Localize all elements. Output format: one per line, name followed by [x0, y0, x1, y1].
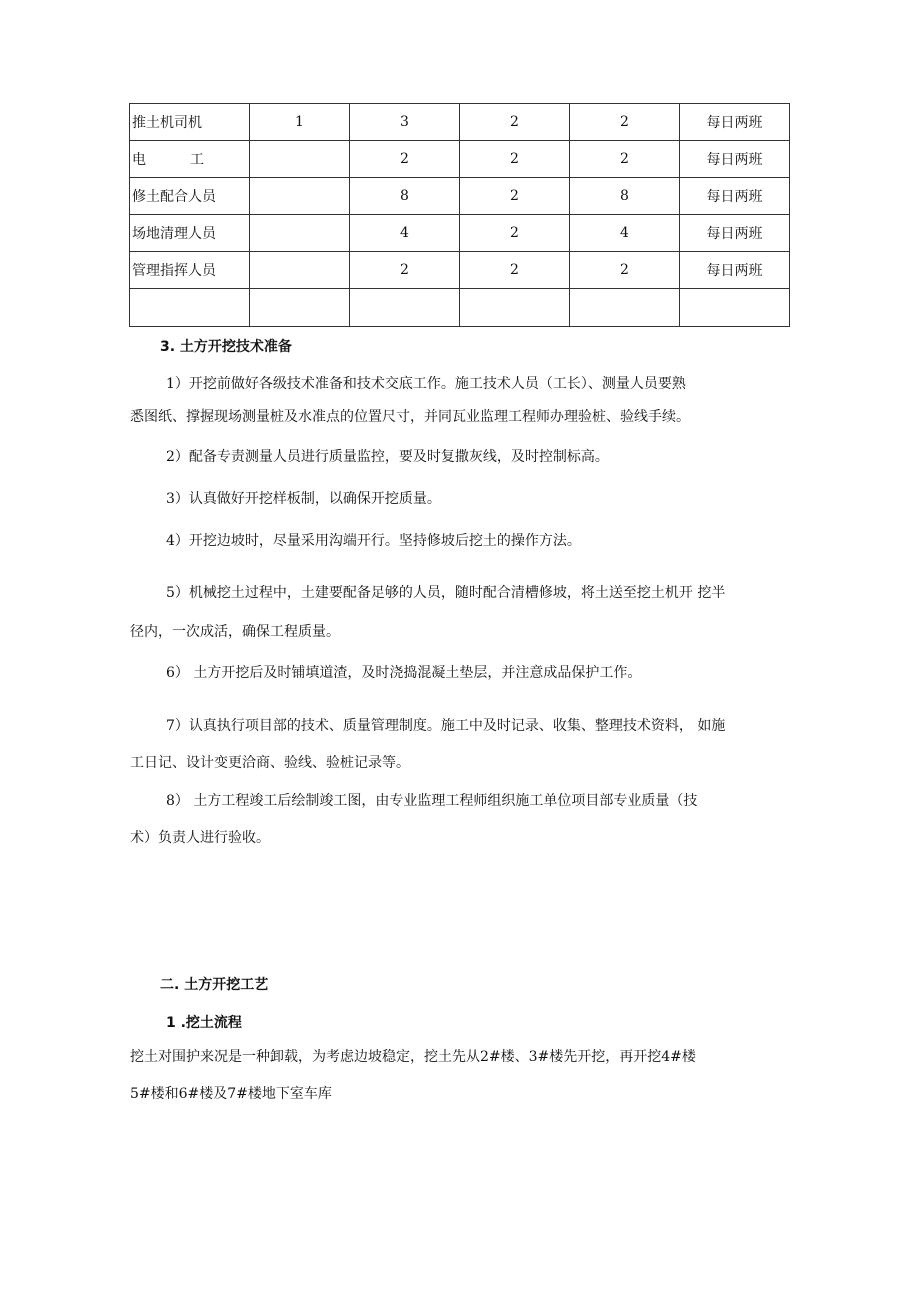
section-heading: 3. 土方开挖技术准备 — [160, 339, 292, 355]
table-cell — [250, 178, 350, 215]
table-cell — [130, 289, 250, 327]
table-cell: 4 — [350, 215, 460, 252]
paragraph-line: 术）负责人进行验收。 — [130, 830, 270, 846]
paragraph-line: 8） 土方工程竣工后绘制竣工图，由专业监理工程师组织施工单位项目部专业质量（技 — [166, 793, 698, 809]
table-cell: 2 — [570, 252, 680, 289]
table-cell: 修土配合人员 — [130, 178, 250, 215]
table-cell: 每日两班 — [680, 215, 790, 252]
table-row — [130, 104, 790, 141]
table-cell: 每日两班 — [680, 141, 790, 178]
table-cell: 2 — [460, 178, 570, 215]
table-cell: 3 — [350, 104, 460, 141]
paragraph-line: 4）开挖边坡时，尽量采用沟端开行。坚持修坡后挖土的操作方法。 — [166, 533, 581, 549]
table-cell: 1 — [250, 104, 350, 141]
table-cell: 2 — [460, 104, 570, 141]
table-cell: 场地清理人员 — [130, 215, 250, 252]
table-row-empty — [130, 289, 790, 327]
table-cell: 每日两班 — [680, 178, 790, 215]
paragraph-line: 5）机械挖土过程中，土建要配备足够的人员，随时配合清槽修坡，将土送至挖土机开 挖半 — [166, 585, 726, 601]
table-cell: 8 — [570, 178, 680, 215]
table-cell: 每日两班 — [680, 252, 790, 289]
table-row — [130, 252, 790, 289]
section-heading: 二. 土方开挖工艺 — [160, 977, 269, 993]
paragraph-line: 7）认真执行项目部的技术、质量管理制度。施工中及时记录、收集、整理技术资料， 如施 — [166, 718, 726, 734]
table-cell: 推土机司机 — [130, 104, 250, 141]
table-cell — [680, 289, 790, 327]
table-cell: 2 — [460, 252, 570, 289]
table-cell — [130, 141, 250, 178]
paragraph-line: 径内，一次成活，确保工程质量。 — [130, 624, 340, 640]
table-cell: 4 — [570, 215, 680, 252]
paragraph-line: 工日记、设计变更洽商、验线、验桩记录等。 — [130, 755, 410, 771]
role-part: 电 — [132, 152, 146, 168]
paragraph-line: 6） 土方开挖后及时铺填道渣，及时浇捣混凝土垫层，并注意成品保护工作。 — [166, 665, 642, 681]
table-cell: 管理指挥人员 — [130, 252, 250, 289]
table-cell — [250, 141, 350, 178]
paragraph-line: 3）认真做好开挖样板制，以确保开挖质量。 — [166, 491, 441, 507]
table-cell — [250, 252, 350, 289]
table-cell — [460, 289, 570, 327]
paragraph-line: 2）配备专责测量人员进行质量监控，要及时复撒灰线，及时控制标高。 — [166, 449, 609, 465]
table-row — [130, 215, 790, 252]
paragraph-line: 1）开挖前做好各级技术准备和技术交底工作。施工技术人员（工长）、测量人员要熟 — [166, 376, 686, 392]
table-cell: 2 — [460, 141, 570, 178]
table-cell: 2 — [350, 141, 460, 178]
table-cell — [250, 215, 350, 252]
table-cell — [250, 289, 350, 327]
subsection-heading: 1 .挖土流程 — [166, 1015, 242, 1031]
table-cell: 2 — [350, 252, 460, 289]
table-row — [130, 141, 790, 178]
table-cell: 2 — [570, 141, 680, 178]
table-row — [130, 178, 790, 215]
paragraph-line: 5#楼和6#楼及7#楼地下室车库 — [130, 1086, 332, 1102]
staffing-table — [129, 103, 790, 327]
paragraph-line: 悉图纸、撑握现场测量桩及水准点的位置尺寸，并同瓦业监理工程师办理验桩、验线手续。 — [130, 409, 690, 425]
table-cell — [350, 289, 460, 327]
table-cell: 2 — [460, 215, 570, 252]
table-cell: 8 — [350, 178, 460, 215]
table-cell — [570, 289, 680, 327]
table-cell: 每日两班 — [680, 104, 790, 141]
table-cell: 2 — [570, 104, 680, 141]
paragraph-line: 挖土对围护来况是一种卸载，为考虑边坡稳定，挖土先从2#楼、3#楼先开挖，再开挖4#楼 — [130, 1049, 696, 1065]
role-part: 工 — [190, 152, 204, 168]
